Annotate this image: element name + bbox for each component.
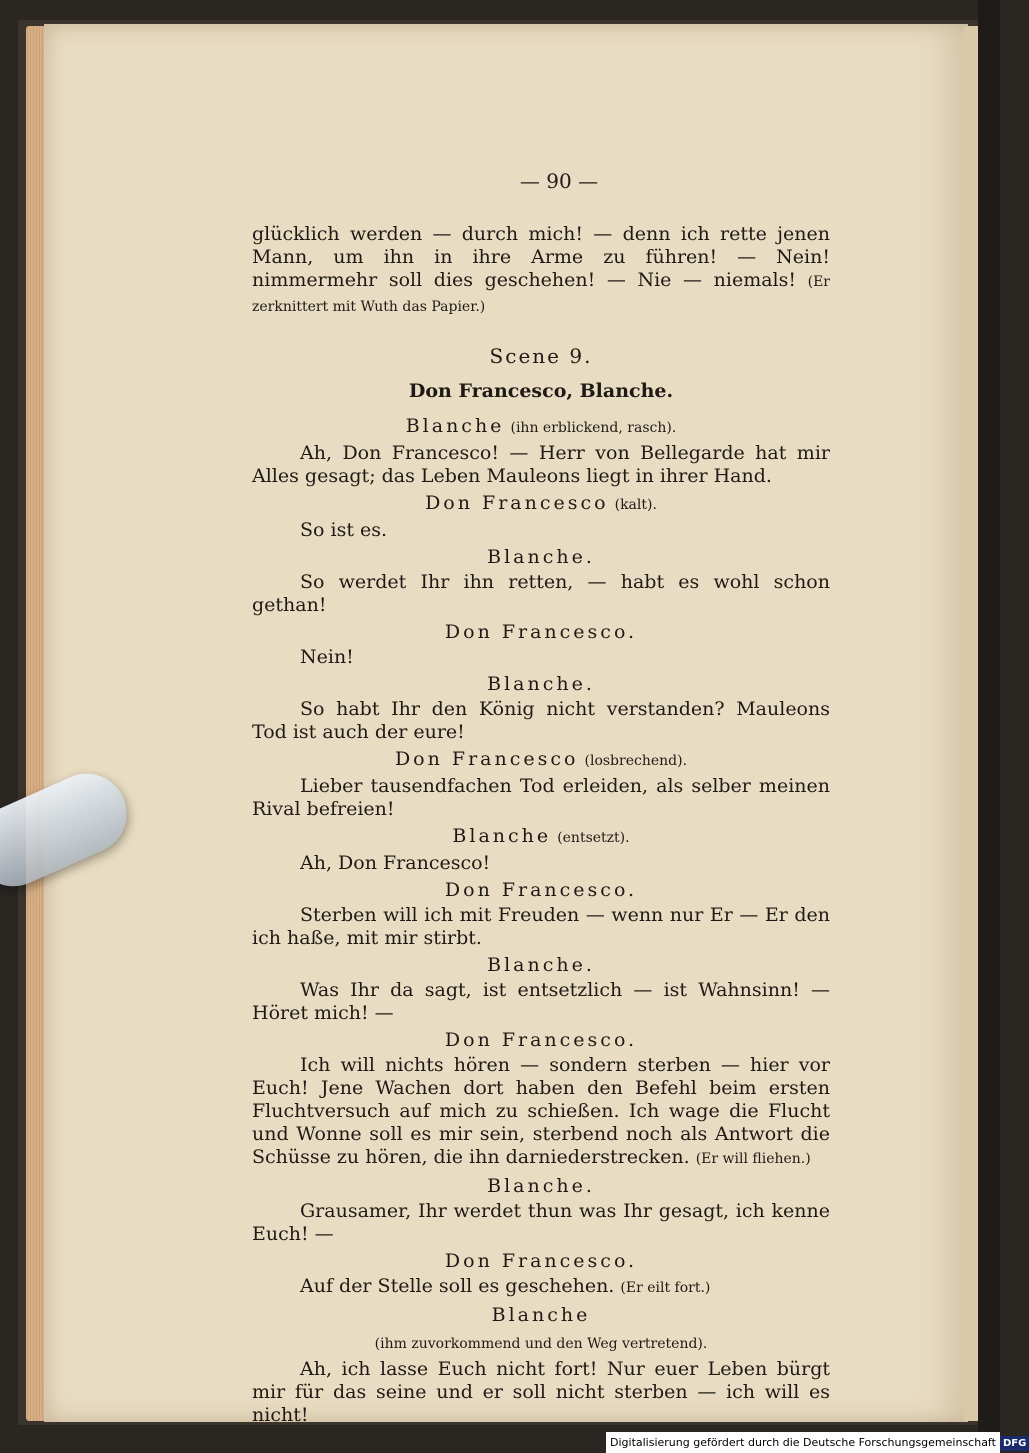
speaker-line: [252, 1175, 830, 1198]
dialogue-paragraph: [252, 1275, 830, 1300]
speaker-name: Blanche.: [487, 673, 595, 695]
speaker-name: Don Francesco.: [444, 1250, 638, 1272]
speaker-line: [252, 1250, 830, 1273]
dialogue-paragraph: [252, 646, 830, 669]
dialogue-text: Auf der Stelle soll es geschehen.: [300, 1275, 615, 1297]
stage-direction: (Er eilt fort.): [620, 1280, 711, 1296]
dialogue-paragraph: [252, 1200, 830, 1246]
stage-direction: (kalt).: [614, 497, 657, 513]
dialogue-text: Grausamer, Ihr werdet thun was Ihr gesagt, ich kenne Euch! —: [252, 1200, 830, 1245]
stage-direction: (entsetzt).: [557, 830, 630, 846]
next-page-edge: [964, 26, 978, 1421]
speaker-line: [252, 415, 830, 440]
speaker-name: Blanche: [491, 1304, 591, 1326]
cast-names: Don Francesco, Blanche.: [408, 380, 674, 402]
speaker-line: [252, 1304, 830, 1327]
dialogue-paragraph: [252, 1054, 830, 1171]
stage-direction: (Er zerknittert mit Wuth das Papier.): [252, 274, 830, 315]
dialogue-paragraph: [252, 852, 830, 875]
dialogue-paragraph: [252, 519, 830, 542]
page-number: — 90 —: [519, 169, 599, 193]
dialogue-text: Ah, ich lasse Euch nicht fort! Nur euer Leben bürgt mir für das seine und er soll nicht sterben — ich will es nicht!: [252, 1358, 830, 1426]
dialogue-text: So ist es.: [300, 519, 388, 541]
page-text: [252, 170, 830, 1427]
dfg-logo: DFG: [1000, 1436, 1029, 1451]
speaker-line: [252, 1029, 830, 1052]
dialogue-paragraph: [252, 1358, 830, 1427]
speaker-name: Don Francesco.: [444, 879, 638, 901]
stage-direction: (ihm zuvorkommend und den Weg vertretend).: [374, 1336, 708, 1352]
speaker-line: [252, 546, 830, 569]
speaker-line: [252, 492, 830, 517]
dialogue-paragraph: [252, 775, 830, 821]
stage-direction: (losbrechend).: [584, 753, 688, 769]
speaker-line: [252, 879, 830, 902]
footer-credit: [606, 1432, 1027, 1453]
stage-direction: (Er will fliehen.): [695, 1151, 811, 1167]
cast-list: [252, 380, 830, 403]
dialogue-text: Nein!: [300, 646, 354, 668]
speaker-name: Blanche: [452, 825, 552, 847]
dialogue-text: Sterben will ich mit Freuden — wenn nur Er — Er den ich haße, mit mir stirbt.: [252, 904, 830, 949]
dialogue-text: Ich will nichts hören — sondern sterben — hier vor Euch! Jene Wachen dort haben den Befehl beim ersten Fluchtversuch auf mich zu schießen. Ich wage die Flucht und Wonne soll es mir sein, sterbend noch als Antwort die Schüsse zu hören, die ihn darniederstrecken.: [252, 1054, 830, 1168]
scan-border: [978, 0, 1000, 1453]
speaker-name: Blanche: [405, 415, 505, 437]
dialogue-text: Lieber tausendfachen Tod erleiden, als selber meinen Rival befreien!: [252, 775, 830, 820]
speaker-line: [252, 825, 830, 850]
stage-direction-line: [252, 1331, 830, 1356]
page-edges: [26, 26, 46, 1421]
scene-title: Scene 9.: [489, 344, 593, 368]
scene-heading: [252, 345, 830, 368]
speaker-name: Blanche.: [487, 1175, 595, 1197]
speaker-name: Don Francesco: [425, 492, 609, 514]
dialogue-paragraph: [252, 571, 830, 617]
dialogue-text: glücklich werden — durch mich! — denn ich rette jenen Mann, um ihn in ihre Arme zu führen! — Nein! nimmermehr soll dies geschehen! — Nie — niemals!: [252, 223, 830, 291]
stage-direction: (ihn erblickend, rasch).: [510, 420, 677, 436]
speaker-line: [252, 621, 830, 644]
text-body: [252, 223, 830, 1427]
speaker-line: [252, 954, 830, 977]
dialogue-text: Was Ihr da sagt, ist entsetzlich — ist Wahnsinn! — Höret mich! —: [252, 979, 830, 1024]
dialogue-paragraph: [252, 223, 830, 319]
dialogue-paragraph: [252, 979, 830, 1025]
speaker-line: [252, 748, 830, 773]
dialogue-paragraph: [252, 698, 830, 744]
speaker-name: Don Francesco.: [444, 1029, 638, 1051]
dialogue-text: So habt Ihr den König nicht verstanden? Mauleons Tod ist auch der eure!: [252, 698, 830, 743]
speaker-name: Blanche.: [487, 954, 595, 976]
footer-text: Digitalisierung gefördert durch die Deutsche Forschungsgemeinschaft: [610, 1436, 996, 1449]
dialogue-paragraph: [252, 442, 830, 488]
speaker-name: Blanche.: [487, 546, 595, 568]
dialogue-text: Ah, Don Francesco!: [300, 852, 491, 874]
speaker-name: Don Francesco.: [444, 621, 638, 643]
dialogue-text: Ah, Don Francesco! — Herr von Bellegarde hat mir Alles gesagt; das Leben Mauleons liegt in ihrer Hand.: [252, 442, 830, 487]
dialogue-text: So werdet Ihr ihn retten, — habt es wohl schon gethan!: [252, 571, 830, 616]
speaker-name: Don Francesco: [394, 748, 579, 770]
dialogue-paragraph: [252, 904, 830, 950]
speaker-line: [252, 673, 830, 696]
